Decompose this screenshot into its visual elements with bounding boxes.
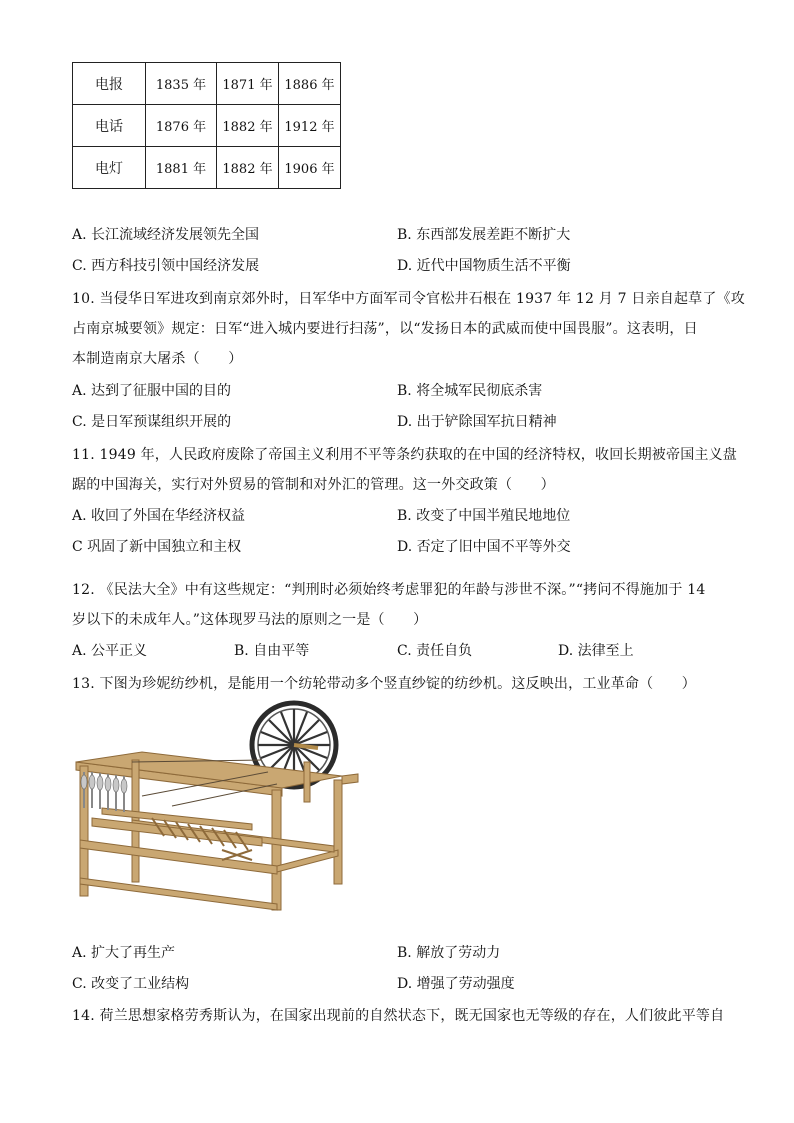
table-cell: 1912 年: [279, 105, 341, 147]
q10-option-c[interactable]: C. 是日军预谋组织开展的: [72, 414, 232, 430]
question-line: 12. 《民法大全》中有这些规定：“判刑时必须始终考虑罪犯的年龄与涉世不深。”“拷问不得施加于 14: [72, 582, 706, 598]
table-cell: 1876 年: [146, 105, 217, 147]
q9-option-c[interactable]: C. 西方科技引领中国经济发展: [72, 258, 260, 274]
question-line: 14. 荷兰思想家格劳秀斯认为，在国家出现前的自然状态下，既无国家也无等级的存在，人们彼此平等自: [72, 1008, 725, 1024]
question-11: [72, 440, 737, 500]
q13-option-b[interactable]: B. 解放了劳动力: [397, 945, 501, 961]
table-cell: 1871 年: [217, 63, 279, 105]
q12-option-a[interactable]: A. 公平正义: [72, 643, 148, 659]
spinning-jenny-illustration: [72, 700, 368, 912]
question-line: 10. 当侵华日军进攻到南京郊外时，日军华中方面军司令官松井石根在 1937 年 12 月 7 日亲自起草了《攻: [72, 291, 745, 307]
table-cell: 电灯: [73, 147, 146, 189]
question-line: 岁以下的未成年人。”这体现罗马法的原则之一是（ ）: [72, 612, 428, 628]
question-14: [72, 1001, 725, 1031]
table-cell: 1882 年: [217, 147, 279, 189]
q10-option-d[interactable]: D. 出于铲除国军抗日精神: [397, 414, 557, 430]
table-cell: 1835 年: [146, 63, 217, 105]
table-cell: 电报: [73, 63, 146, 105]
q13-option-c[interactable]: C. 改变了工业结构: [72, 976, 190, 992]
q13-option-d[interactable]: D. 增强了劳动强度: [397, 976, 515, 992]
table-row: [73, 63, 341, 105]
q11-option-a[interactable]: A. 收回了外国在华经济权益: [72, 508, 246, 524]
wooden-frame: [76, 752, 358, 910]
q9-option-d[interactable]: D. 近代中国物质生活不平衡: [397, 258, 571, 274]
question-12: [72, 575, 722, 635]
question-line: 占南京城要领》规定：日军“进入城内要进行扫荡”，以“发扬日本的武威而使中国畏服”。这表明，日: [72, 321, 698, 337]
table-cell: 电话: [73, 105, 146, 147]
table-cell: 1886 年: [279, 63, 341, 105]
table-row: [73, 147, 341, 189]
question-line: 踞的中国海关，实行对外贸易的管制和对外汇的管理。这一外交政策（ ）: [72, 477, 555, 493]
q13-option-a[interactable]: A. 扩大了再生产: [72, 945, 176, 961]
q10-option-a[interactable]: A. 达到了征服中国的目的: [72, 383, 232, 399]
invention-table: [72, 62, 341, 189]
q12-option-b[interactable]: B. 自由平等: [234, 643, 310, 659]
q9-option-a[interactable]: A. 长江流域经济发展领先全国: [72, 227, 260, 243]
q12-option-d[interactable]: D. 法律至上: [558, 643, 634, 659]
table-cell: 1882 年: [217, 105, 279, 147]
q9-option-b[interactable]: B. 东西部发展差距不断扩大: [397, 227, 571, 243]
question-line: 13. 下图为珍妮纺纱机，是能用一个纺轮带动多个竖直纱锭的纺纱机。这反映出，工业革命（ ）: [72, 676, 696, 692]
question-10: [72, 284, 745, 374]
q11-option-b[interactable]: B. 改变了中国半殖民地地位: [397, 508, 571, 524]
question-line: 11. 1949 年，人民政府废除了帝国主义利用不平等条约获取的在中国的经济特权，收回长期被帝国主义盘: [72, 447, 737, 463]
table-cell: 1881 年: [146, 147, 217, 189]
table-cell: 1906 年: [279, 147, 341, 189]
q10-option-b[interactable]: B. 将全城军民彻底杀害: [397, 383, 543, 399]
question-line: 本制造南京大屠杀（ ）: [72, 351, 243, 367]
q12-option-c[interactable]: C. 责任自负: [397, 643, 473, 659]
q11-option-d[interactable]: D. 否定了旧中国不平等外交: [397, 539, 571, 555]
q11-option-c[interactable]: C 巩固了新中国独立和主权: [72, 539, 242, 555]
table-row: [73, 105, 341, 147]
question-13: [72, 669, 722, 699]
